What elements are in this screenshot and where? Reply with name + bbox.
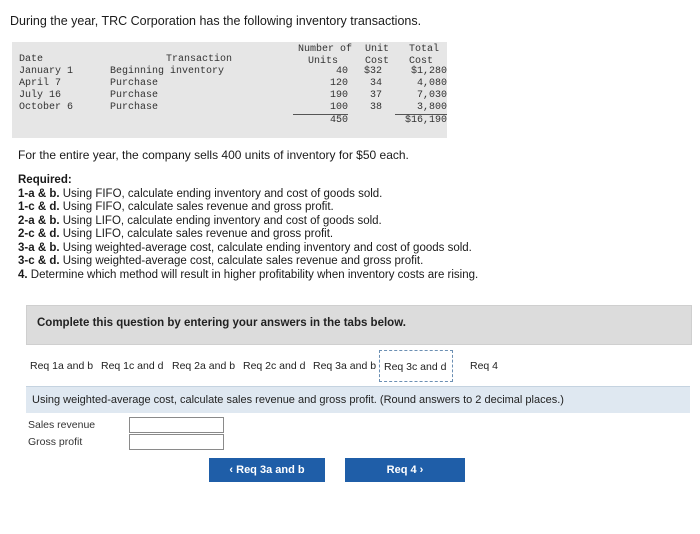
row-unit-cost: 38 <box>369 102 382 113</box>
row-date: July 16 <box>19 90 62 101</box>
header-total-cost-line1: Total <box>409 44 440 55</box>
answer-grid <box>26 417 226 451</box>
sales-sentence: For the entire year, the company sells 400 units of inventory for $50 each. <box>18 148 409 162</box>
tab-bar <box>26 350 690 384</box>
required-item: 2-a & b. Using LIFO, calculate ending inventory and cost of goods sold. <box>18 214 382 227</box>
required-heading: Required: <box>18 174 72 186</box>
row-unit-cost: 34 <box>369 78 382 89</box>
prev-button[interactable] <box>209 458 325 482</box>
gross-profit-label: Gross profit <box>28 436 83 448</box>
row-units: 100 <box>293 102 348 115</box>
tab-req-1a-b[interactable]: Req 1a and b <box>30 360 94 372</box>
header-unit-cost-line1: Unit <box>365 44 390 55</box>
tab-req-1c-d[interactable]: Req 1c and d <box>101 360 164 372</box>
required-list <box>18 174 478 282</box>
gross-profit-input[interactable] <box>129 434 224 450</box>
required-item: 3-c & d. Using weighted-average cost, calculate sales revenue and gross profit. <box>18 255 424 267</box>
tab-req-2a-b[interactable]: Req 2a and b <box>172 360 236 372</box>
header-transaction: Transaction <box>166 54 233 65</box>
row-unit-cost: $32 <box>363 66 382 77</box>
row-date: January 1 <box>19 66 74 77</box>
required-item: 4. Determine which method will result in higher profitability when inventory costs are rising. <box>18 268 479 281</box>
tab-req-3a-b[interactable]: Req 3a and b <box>313 360 377 372</box>
header-units-line1: Number of <box>298 44 353 55</box>
row-total-cost: 7,030 <box>416 90 447 101</box>
row-transaction: Purchase <box>110 90 159 101</box>
instruction-text: Using weighted-average cost, calculate sales revenue and gross profit. (Round answers to 2 decimal places.) <box>32 394 564 406</box>
required-item: 1-a & b. Using FIFO, calculate ending inventory and cost of goods sold. <box>18 187 383 200</box>
sales-revenue-input[interactable] <box>129 417 224 433</box>
row-total-cost: $1,280 <box>410 66 447 77</box>
next-button[interactable] <box>345 458 465 482</box>
row-date: April 7 <box>19 78 62 89</box>
prev-button-label: Req 3a and b <box>236 464 305 476</box>
row-units: 190 <box>329 90 348 101</box>
row-total-cost: 4,080 <box>416 78 447 89</box>
intro-text: During the year, TRC Corporation has the following inventory transactions. <box>10 14 422 28</box>
row-transaction: Purchase <box>110 102 159 113</box>
row-date: October 6 <box>19 102 74 113</box>
total-cost-sum: $16,190 <box>404 115 447 126</box>
header-units-line2: Units <box>308 56 339 67</box>
row-transaction: Beginning inventory <box>110 66 225 77</box>
tab-req-4[interactable]: Req 4 <box>470 360 499 372</box>
tab-req-3c-d[interactable]: Req 3c and d <box>379 350 453 382</box>
instructions-banner <box>26 305 692 345</box>
required-item: 3-a & b. Using weighted-average cost, calculate ending inventory and cost of goods sold. <box>18 241 472 254</box>
row-unit-cost: 37 <box>369 90 382 101</box>
next-button-label: Req 4 <box>386 464 417 476</box>
total-units: 450 <box>329 115 348 126</box>
row-transaction: Purchase <box>110 78 159 89</box>
sales-revenue-label: Sales revenue <box>28 419 96 431</box>
row-total-cost: 3,800 <box>395 102 447 115</box>
instruction-bar <box>26 386 690 413</box>
required-item: 2-c & d. Using LIFO, calculate sales revenue and gross profit. <box>18 228 334 240</box>
header-unit-cost-line2: Cost <box>365 56 390 67</box>
header-date: Date <box>19 54 44 65</box>
inventory-table <box>12 42 447 138</box>
chevron-left-icon: ‹ <box>229 464 234 476</box>
tab-req-2c-d[interactable]: Req 2c and d <box>243 360 306 372</box>
header-total-cost-line2: Cost <box>409 56 434 67</box>
chevron-right-icon: › <box>419 464 424 476</box>
row-units: 40 <box>335 66 348 77</box>
banner-text: Complete this question by entering your answers in the tabs below. <box>37 317 406 329</box>
row-units: 120 <box>329 78 348 89</box>
required-item: 1-c & d. Using FIFO, calculate sales revenue and gross profit. <box>18 201 334 213</box>
